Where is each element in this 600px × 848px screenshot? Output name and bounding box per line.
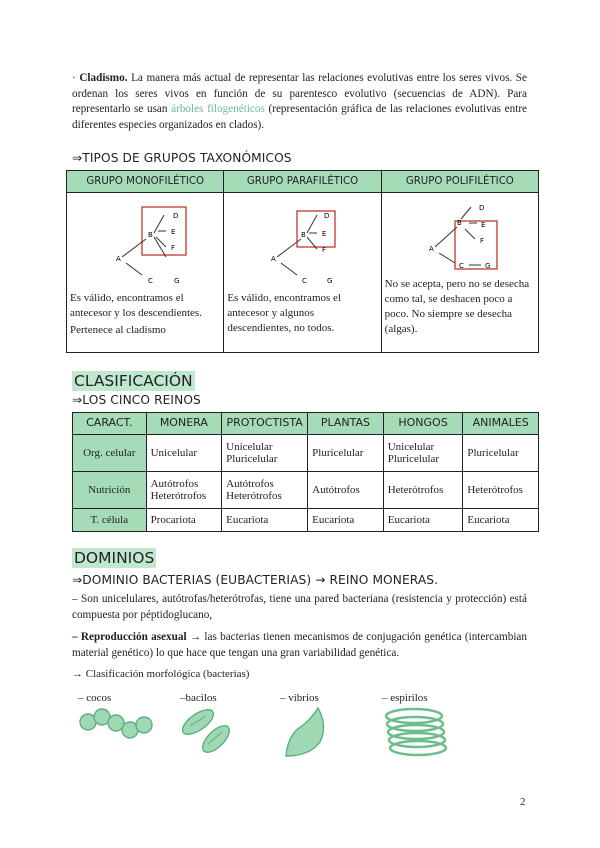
tipos-heading: ⇒TIPOS DE GRUPOS TAXONÓMICOS (72, 151, 292, 165)
label-g: G (327, 277, 333, 285)
label-b: B (456, 219, 462, 227)
intro-paragraph (72, 71, 527, 133)
table-cell: Pluricelular (463, 435, 539, 472)
table-cell: Heterótrofos (463, 472, 539, 509)
label-d: D (478, 204, 485, 212)
table-cell: Unicelular Pluricelular (222, 435, 308, 472)
label-e: E (171, 228, 176, 236)
table-cell: Autótrofos Heterótrofos (146, 472, 222, 509)
table-cell: Eucariota (383, 509, 463, 532)
spirilla-icon (382, 704, 452, 762)
label-e: E (480, 221, 486, 229)
intro-text: La manera más actual de representar las relaciones evolutivas entre los seres vivos. Se ordenan los seres vivos en función de su parentesco evolutivo (secuencias de ADN). Para representarlo se usan (72, 72, 527, 115)
table-cell: Eucariota (222, 509, 308, 532)
table-row (73, 509, 539, 532)
vibrio-icon (278, 704, 338, 758)
clasificacion-heading: CLASIFICACIÓN (74, 372, 193, 390)
table-cell: Eucariota (463, 509, 539, 532)
dominios-heading-wrap (72, 549, 156, 568)
col-monera: MONERA (146, 413, 222, 435)
row-label: Org. celular (73, 435, 147, 472)
table-cell: Procariota (146, 509, 222, 532)
label-c: C (148, 277, 153, 285)
polifiletico-text: No se acepta, pero no se desecha como tal, se deshacen poco a poco. No siempre se desecha (algas). (384, 278, 530, 335)
reproduccion-term: – Reproducción asexual (72, 631, 187, 643)
table-cell: Unicelular Pluricelular (383, 435, 463, 472)
label-c: C (458, 262, 464, 270)
header-polifiletico: GRUPO POLIFILÉTICO (381, 171, 538, 193)
parafiletico-text: Es válido, encontramos el antecesor y algunos descendientes, no todos. (227, 292, 341, 334)
label-c: C (302, 277, 308, 285)
monofiletico-text1: Es válido, encontramos el antecesor y los descendientes. (70, 292, 202, 319)
label-d: D (324, 212, 330, 220)
dominios-heading: DOMINIOS (74, 549, 155, 567)
cell-polifiletico (381, 193, 538, 353)
label-a: A (271, 255, 277, 263)
monofiletico-text2: Pertenece al cladismo (70, 324, 166, 336)
label-b: B (148, 231, 153, 239)
label-a: A (116, 255, 121, 263)
page-number: 2 (520, 796, 526, 808)
dominios-para1: – Son unicelulares, autótrofas/heterótrofas, tiene una pared bacteriana (resistencia y protección) está compuesta por péptidoglucano, (72, 593, 527, 621)
cladismo-term: Cladismo. (79, 72, 128, 84)
tree-parafiletico (227, 197, 377, 289)
bacilli-icon (176, 704, 240, 756)
dominios-para2 (72, 630, 527, 661)
header-monofiletico: GRUPO MONOFILÉTICO (67, 171, 224, 193)
header-parafiletico: GRUPO PARAFILÉTICO (224, 171, 381, 193)
table-cell: Autótrofos Heterótrofos (222, 472, 308, 509)
col-protoctista: PROTOCTISTA (222, 413, 308, 435)
table-cell: Unicelular (146, 435, 222, 472)
table-row (73, 472, 539, 509)
clasificacion-heading-wrap (72, 372, 195, 391)
col-plantas: PLANTAS (308, 413, 384, 435)
label-b: B (301, 231, 307, 239)
reproduccion-text: → las bacterias tienen mecanismos de conjugación genética (intercambian material genético) lo que hace que tengan una gran variabilidad genética. (72, 631, 527, 659)
table-cell: Eucariota (308, 509, 384, 532)
bullet: · (72, 72, 76, 84)
tipos-table (66, 170, 539, 353)
row-label: T. célula (73, 509, 147, 532)
label-a: A (428, 245, 434, 253)
intro-text-end: (representación gráfica de las relaciones evolutivas entre diferentes especies organizados en clados). (72, 103, 528, 131)
table-cell: Heterótrofos (383, 472, 463, 509)
table-cell: Pluricelular (308, 435, 384, 472)
reinos-table (72, 412, 539, 532)
table-row (73, 435, 539, 472)
table-cell: Autótrofos (308, 472, 384, 509)
label-e: E (322, 230, 327, 238)
label-d: D (173, 212, 179, 220)
dominio-bacterias-heading: ⇒DOMINIO BACTERIAS (EUBACTERIAS) → REINO MONERAS. (72, 573, 439, 587)
espirilos-label: – espirilos (382, 692, 428, 704)
col-hongos: HONGOS (383, 413, 463, 435)
col-animales: ANIMALES (463, 413, 539, 435)
cocos-label: – cocos (78, 692, 112, 704)
tree-monofiletico (70, 197, 220, 289)
filogeneticos-link: árboles filogenéticos (171, 103, 265, 115)
vibrios-label: – vibrios (280, 692, 319, 704)
row-label: Nutrición (73, 472, 147, 509)
label-f: F (322, 246, 327, 254)
bacilos-label: –bacilos (180, 692, 217, 704)
col-caract: CARACT. (73, 413, 147, 435)
cell-parafiletico (224, 193, 381, 353)
label-g: G (174, 277, 180, 285)
tree-polifiletico (385, 197, 535, 275)
label-f: F (171, 244, 176, 252)
label-g: G (484, 262, 491, 270)
morph-title: → Clasificación morfológica (bacterias) (72, 668, 250, 680)
cocci-icon (76, 706, 166, 742)
label-f: F (479, 237, 484, 245)
cinco-reinos-heading: ⇒LOS CINCO REINOS (72, 393, 201, 407)
cell-monofiletico (67, 193, 224, 353)
